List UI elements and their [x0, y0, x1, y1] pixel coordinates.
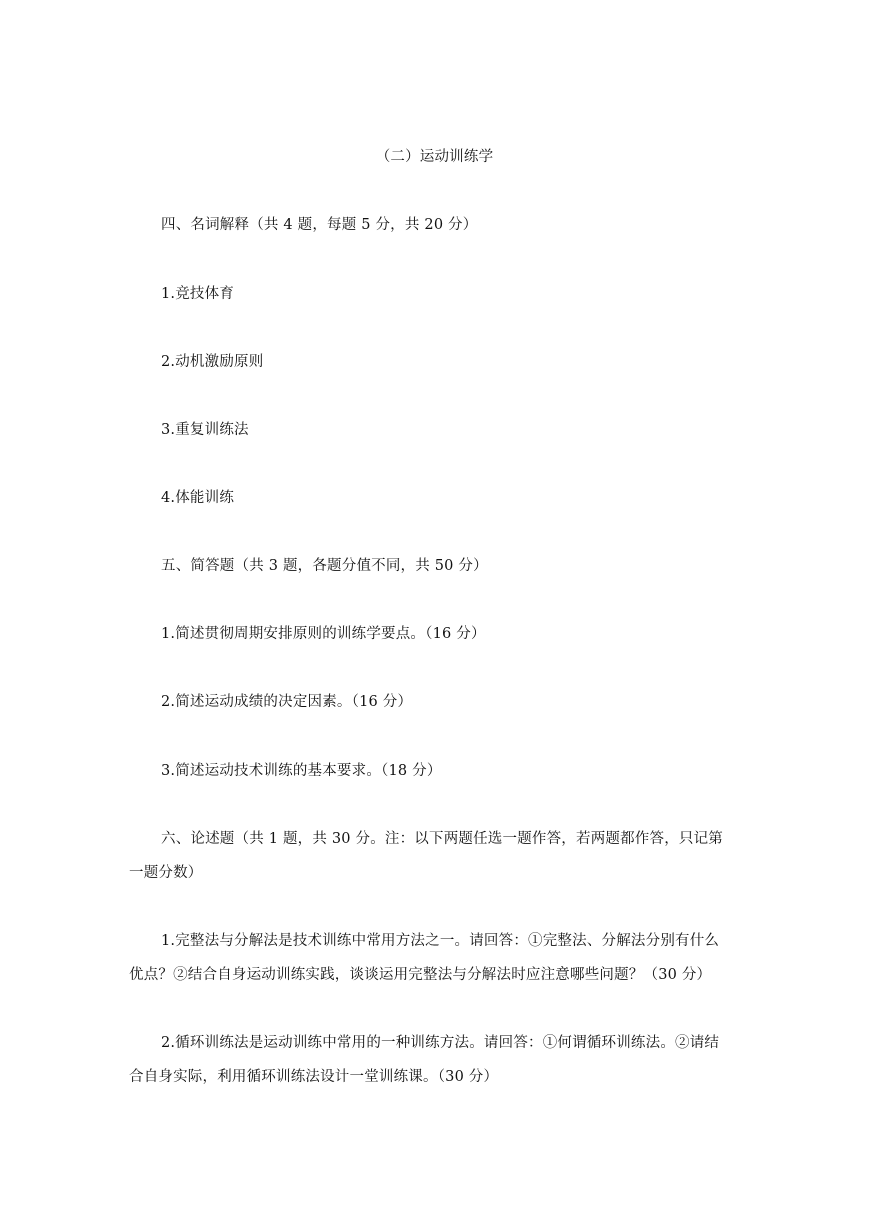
term-item-2: 2.动机激励原则 [161, 354, 264, 370]
term-item-1: 1.竞技体育 [161, 286, 235, 302]
section-6-heading-line-2: 一题分数） [129, 865, 203, 881]
essay-question-1-line-1: 1.完整法与分解法是技术训练中常用方法之一。请回答：①完整法、分解法分别有什么 [161, 933, 720, 949]
short-answer-item-3: 3.简述运动技术训练的基本要求。（18 分） [161, 763, 442, 779]
page-title: （二）运动训练学 [375, 149, 494, 165]
term-item-3: 3.重复训练法 [161, 422, 249, 438]
essay-question-2-line-2: 合自身实际，利用循环训练法设计一堂训练课。（30 分） [129, 1069, 499, 1085]
short-answer-item-1: 1.简述贯彻周期安排原则的训练学要点。（16 分） [161, 626, 486, 642]
essay-question-2-line-1: 2.循环训练法是运动训练中常用的一种训练方法。请回答：①何谓循环训练法。②请结 [161, 1035, 720, 1051]
section-5-heading: 五、简答题（共 3 题，各题分值不同，共 50 分） [161, 558, 488, 574]
essay-question-1-line-2: 优点？②结合自身运动训练实践，谈谈运用完整法与分解法时应注意哪些问题？（30 分） [129, 967, 712, 983]
section-6-heading-line-1: 六、论述题（共 1 题，共 30 分。注：以下两题任选一题作答，若两题都作答，只记第 [161, 831, 724, 847]
section-4-heading: 四、名词解释（共 4 题，每题 5 分，共 20 分） [161, 217, 478, 233]
short-answer-item-2: 2.简述运动成绩的决定因素。（16 分） [161, 694, 413, 710]
term-item-4: 4.体能训练 [161, 490, 235, 506]
